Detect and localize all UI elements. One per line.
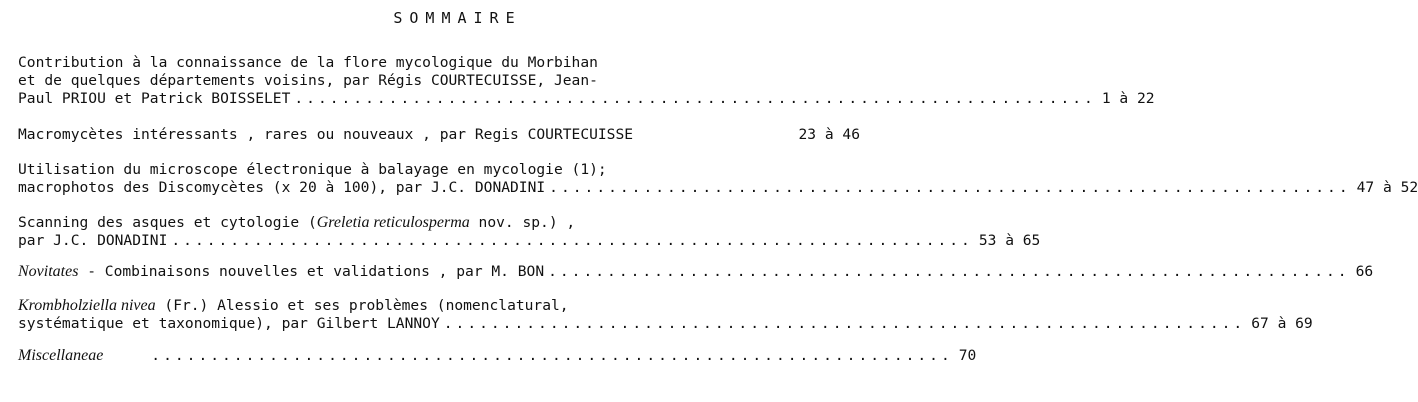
section-name: Novitates (18, 263, 79, 280)
toc-entry-novitates (18, 263, 1374, 281)
dot-leader (633, 126, 792, 144)
entry-text-line: par J.C. DONADINI (18, 232, 168, 249)
entry-text-line (18, 297, 569, 315)
dot-leader: .................................................................... (294, 90, 1096, 107)
dot-leader: .................................................................... (548, 263, 1350, 280)
entry-text-line: Macromycètes intéressants , rares ou nouveaux , par Regis COURTECUISSE (18, 126, 634, 143)
dot-leader: .................................................................... (171, 232, 973, 249)
species-name: Krombholziella nivea (18, 297, 156, 314)
page-range: 67 à 69 (1251, 315, 1313, 332)
page-title: SOMMAIRE (393, 9, 522, 27)
entry-text-line: Utilisation du microscope électronique à balayage en mycologie (1); (18, 161, 607, 178)
page-range: 47 à 52 (1356, 179, 1418, 196)
toc-entry-microscope-electronique (18, 161, 1418, 197)
dot-leader: .................................................................... (443, 315, 1246, 332)
page-range: 23 à 46 (798, 126, 860, 143)
entry-text-line (18, 214, 575, 232)
entry-text-line: Paul PRIOU et Patrick BOISSELET (18, 90, 291, 107)
toc-entry-macromycetes (18, 126, 860, 144)
entry-text-line: et de quelques départements voisins, par Régis COURTECUISSE, Jean- (18, 72, 598, 89)
page-range: 1 à 22 (1101, 90, 1155, 107)
page-range: 53 à 65 (978, 232, 1041, 249)
entry-text-line: Contribution à la connaissance de la flore mycologique du Morbihan (18, 54, 598, 71)
page-range: 66 (1355, 263, 1374, 280)
entry-text-segment: - Combinaisons nouvelles et validations , par M. BON (78, 263, 545, 280)
toc-entry-courtecuisse-priou-boisselet (18, 54, 1155, 108)
toc-entry-scanning-asques (18, 214, 1041, 250)
dot-leader: .................................................................... (151, 347, 953, 364)
section-name: Miscellaneae (18, 347, 104, 364)
toc-entry-krombholziella (18, 297, 1313, 333)
dot-leader: .................................................................... (549, 179, 1351, 196)
toc-entry-miscellaneae (18, 347, 977, 365)
entry-text-segment: nov. sp.) , (469, 214, 576, 231)
entry-text-segment: (Fr.) Alessio et ses problèmes (nomenclatural, (155, 297, 569, 314)
entry-text-line: systématique et taxonomique), par Gilbert LANNOY (18, 315, 440, 332)
entry-text-line (18, 263, 544, 281)
entry-text-line: macrophotos des Discomycètes (x 20 à 100), par J.C. DONADINI (18, 179, 546, 196)
species-name: Greletia reticulosperma (316, 214, 470, 231)
entry-text-segment: Scanning des asques et cytologie ( (18, 214, 317, 231)
page-range: 70 (958, 347, 977, 364)
